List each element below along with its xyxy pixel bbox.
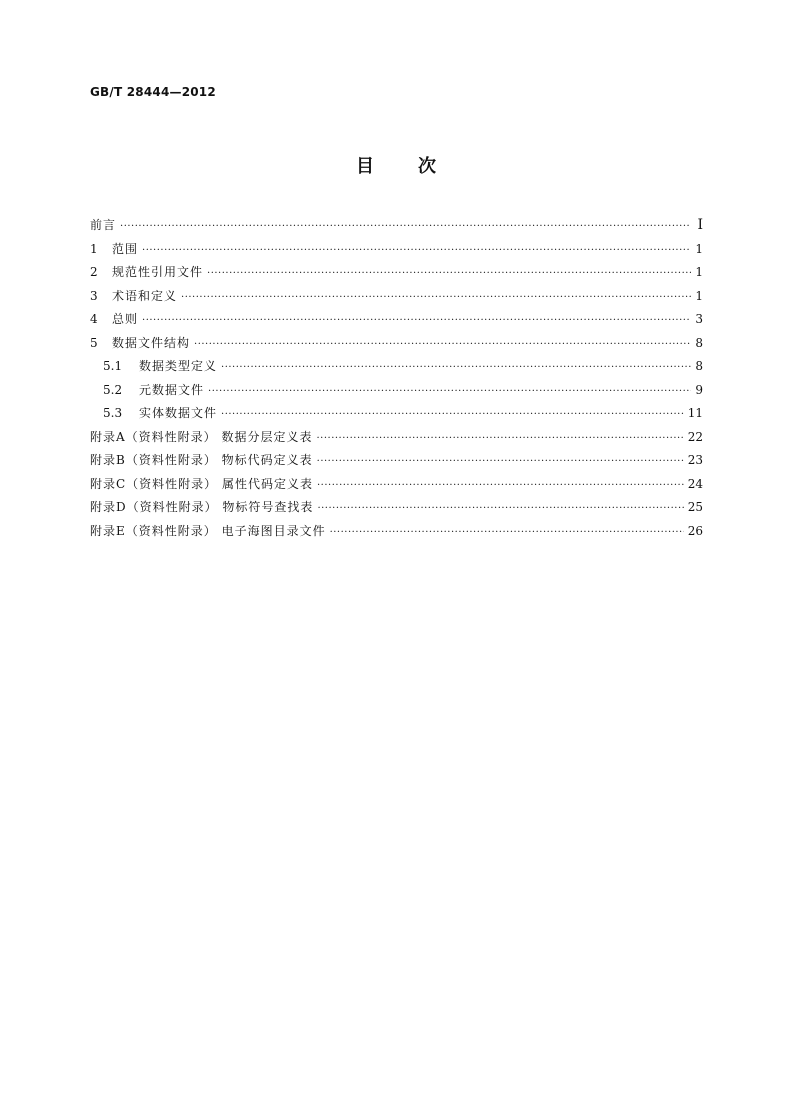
table-of-contents — [90, 216, 703, 545]
toc-title-part1: 目 — [356, 156, 374, 177]
toc-entry-page: 24 — [687, 476, 703, 491]
toc-dot-leader — [317, 503, 683, 514]
toc-dot-leader — [207, 268, 691, 279]
toc-dot-leader — [194, 339, 691, 350]
toc-entry-number: 1 — [90, 241, 98, 256]
toc-entry[interactable] — [90, 428, 703, 452]
toc-entry-number: 5.1 — [103, 359, 123, 373]
toc-entry-page: 8 — [695, 359, 703, 373]
toc-entry-label: 附录C（资料性附录） 属性代码定义表 — [90, 476, 313, 491]
toc-entry-number: 5.3 — [103, 406, 123, 420]
toc-dot-leader — [181, 292, 691, 303]
standard-code: GB/T 28444—2012 — [90, 85, 216, 99]
toc-entry[interactable] — [90, 381, 703, 405]
toc-entry[interactable] — [90, 451, 703, 475]
toc-title-part2: 次 — [418, 156, 436, 177]
toc-title — [0, 152, 792, 178]
toc-entry-page: 1 — [695, 288, 703, 303]
toc-entry[interactable] — [90, 498, 703, 522]
toc-entry-number: 3 — [90, 288, 98, 303]
toc-entry-page: 11 — [687, 406, 703, 420]
toc-dot-leader — [317, 456, 684, 467]
toc-entry-number: 2 — [90, 265, 98, 279]
toc-entry[interactable] — [90, 263, 703, 287]
toc-entry-label: 附录A（资料性附录） 数据分层定义表 — [90, 429, 313, 444]
toc-entry[interactable] — [90, 240, 703, 264]
toc-entry[interactable] — [90, 334, 703, 358]
toc-entry-page: I — [697, 217, 703, 233]
toc-entry-page: 23 — [687, 453, 703, 467]
toc-dot-leader — [142, 315, 691, 326]
toc-entry-number: 5 — [90, 335, 98, 350]
toc-entry-page: 26 — [687, 523, 703, 538]
toc-dot-leader — [221, 409, 684, 420]
toc-dot-leader — [208, 386, 691, 397]
toc-entry-label: 术语和定义 — [112, 288, 178, 303]
toc-dot-leader — [142, 245, 691, 256]
toc-entry-page: 25 — [687, 500, 703, 514]
toc-entry-label: 附录E（资料性附录） 电子海图目录文件 — [90, 523, 326, 538]
toc-entry-number: 4 — [90, 312, 98, 326]
toc-entry-page: 9 — [695, 382, 703, 397]
toc-entry-label: 实体数据文件 — [139, 406, 218, 420]
toc-entry-page: 1 — [695, 241, 703, 256]
toc-entry[interactable] — [90, 522, 703, 546]
toc-dot-leader — [330, 527, 684, 538]
toc-entry-label: 元数据文件 — [139, 382, 205, 397]
toc-entry-label: 规范性引用文件 — [112, 265, 204, 279]
toc-entry-page: 22 — [687, 429, 703, 444]
toc-entry[interactable] — [90, 216, 703, 240]
toc-entry-label: 数据文件结构 — [112, 335, 191, 350]
toc-entry-label: 数据类型定义 — [139, 359, 218, 373]
toc-dot-leader — [316, 433, 683, 444]
toc-dot-leader — [221, 362, 691, 373]
toc-entry-label: 附录B（资料性附录） 物标代码定义表 — [90, 453, 313, 467]
toc-entry[interactable] — [90, 310, 703, 334]
toc-entry[interactable] — [90, 475, 703, 499]
toc-entry-label: 总则 — [112, 312, 139, 326]
toc-dot-leader — [120, 221, 691, 232]
toc-entry-label: 范围 — [112, 241, 139, 256]
toc-entry[interactable] — [90, 404, 703, 428]
toc-entry-label: 前言 — [90, 218, 117, 232]
toc-entry-page: 8 — [695, 335, 703, 350]
toc-dot-leader — [317, 480, 684, 491]
toc-entry-label: 附录D（资料性附录） 物标符号查找表 — [90, 500, 314, 514]
toc-entry[interactable] — [90, 357, 703, 381]
toc-entry-page: 3 — [695, 312, 703, 326]
toc-entry-page: 1 — [695, 265, 703, 279]
toc-entry-number: 5.2 — [103, 382, 123, 397]
toc-entry[interactable] — [90, 287, 703, 311]
